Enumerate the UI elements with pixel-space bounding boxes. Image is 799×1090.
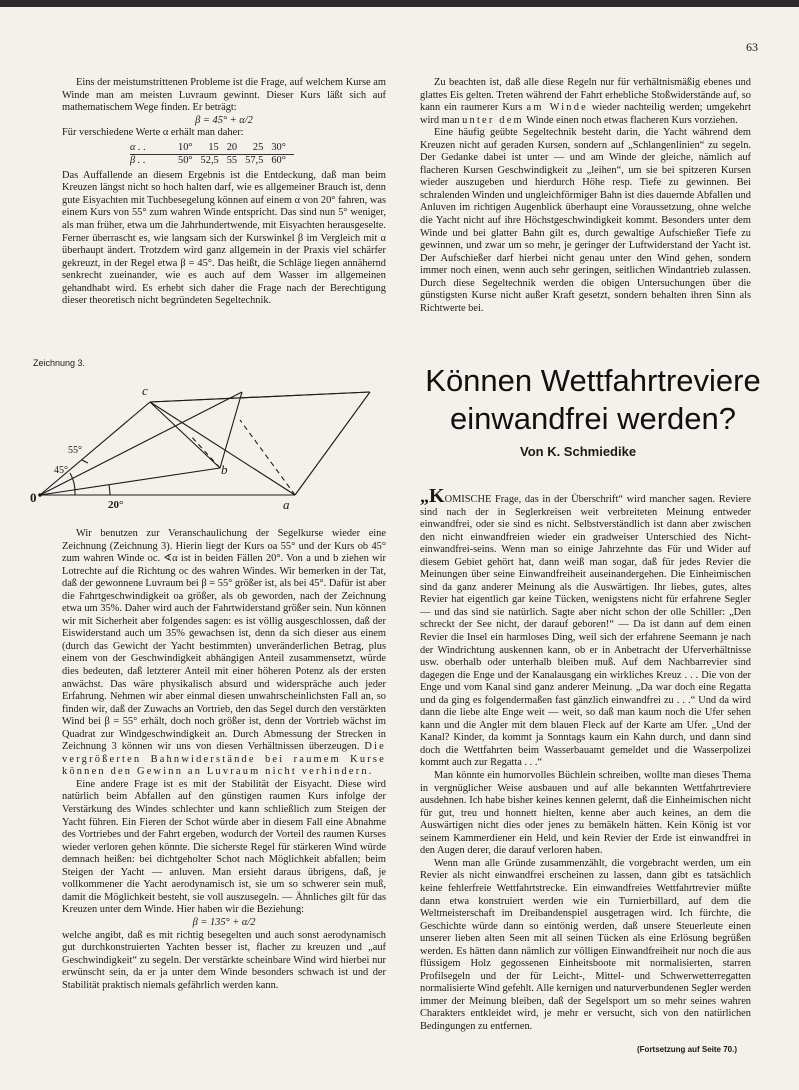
table-label: β . . (130, 155, 146, 167)
paragraph: Wenn man alle Gründe zusammenzählt, die vorgebracht werden, um ein Revier als nicht einwandfrei erscheinen zu lassen, dann gibt es tatsächlich keine fehlerfreie Wettfahrtstrecke. Ein einwandfreies Wettfahrtrevier müßte dann etwa konstruiert werden wie ein Turnierbillard, auf dem die Weltmeisterschaft im Dreibandenspiel ausgetragen wird. Ich fürchte, die Geschichte würde dann so eintönig werden, daß unsere Steuerleute einen unserer lieben alten Seen mit all seinen Tücken als eine Erlösung begrüßen werden. Es hätten dann nämlich zur völligen Einwandfreiheit nur noch die aus flüssigem Holz gegossenen Einheitsboote mit normalisierten, starren Profilsegeln und der für Leicht-, Mittel- und Schwerwetterregatten normalisierte Wind gefehlt. Alle kernigen und naturverbundenen Segler werden immer der Meinung bleiben, daß der Segelsport um so mehr seines wahren Charakters entkleidet wird, je mehr er versucht, sich von den natürlichen Bedingungen zu entfernen. (420, 857, 751, 1032)
emphasis-text: unter dem (462, 114, 524, 126)
diagram-svg (30, 345, 410, 520)
label-a: a (283, 497, 290, 512)
table-cell: 25 (245, 142, 271, 155)
line-c-right (150, 392, 370, 402)
table-cell: 30° (271, 142, 294, 155)
title-line: Können Wettfahrtreviere (425, 363, 761, 398)
paragraph: Eins der meistumstrittenen Probleme ist die Frage, auf welchem Kurse am Winde man am meisten Luvraum gewinnt. Dieser Kurs läßt sich auf mathematischem Wege finden. Er beträgt: (62, 77, 386, 114)
figure-caption: Zeichnung 3. (33, 358, 86, 368)
table-cell: 55 (226, 155, 238, 167)
opening-quote: „ (420, 486, 429, 506)
arc-55 (82, 460, 88, 463)
table-cell: 50° (178, 155, 193, 167)
paragraph: Man könnte ein humorvolles Büchlein schreiben, wollte man dieses Thema in vergnüglicher Weise ausbauen und auf alle bekannten Wettfahrtreviere ausdehnen. Ich habe bisher keines kennen gelernt, daß die Einheimischen nicht für gut, treu und honnett hielten, kenne aber auch keines, an dem die Auswärtigen nicht dies oder jenes zu bemäkeln hätten. Kein König ist vor seinem Kammerdiener ein Held, und kein Revier der Erde ist einwandfrei in den Augen derer, die darauf verloren haben. (420, 770, 751, 857)
title-line: einwandfrei werden? (449, 401, 737, 436)
paragraph: Das Auffallende an diesem Ergebnis ist die Entdeckung, daß man beim Kreuzen längst nicht so hoch halten darf, wie es allgemeiner Brauch ist, denn gute Eisyachten mit Tuchbesegelung können auf einem α von 20° fahren, was einem Kurs von 55° zum wahren Winde entspricht. Das sind nun 5° weniger, als man früher, etwa um die Jahrhundertwende, mit Eisyachten herausgeselte. Ferner überrascht es, wie langsam sich der Kurswinkel β im Vergleich mit α überhaupt ändert. Trotzdem wird ganz allgemein in der Praxis viel schärfer gekreuzt, in der Regel etwa β = 45°. Das heißt, die Schläge liegen annähernd senkrecht zueinander, wie es auch auf dem Wasser im allgemeinen gehandhabt wird. Es erhebt sich daher die Frage nach der Berechtigung dieser theoretisch nicht begründeten Segeltechnik. (62, 169, 386, 307)
alpha-beta-table (130, 142, 294, 168)
label-b: b (221, 462, 228, 477)
paragraph (420, 77, 751, 127)
label-angle-20: 20° (108, 499, 124, 511)
right-column-bottom (420, 485, 751, 1034)
table-cell: 10° (178, 142, 201, 155)
right-column-top (420, 77, 751, 315)
label-angle-45: 45° (54, 465, 68, 476)
formula-beta-135: β = 135° + α/2 (192, 916, 256, 928)
left-column-bottom (62, 528, 386, 992)
article-author: Von K. Schmiedike (520, 444, 637, 459)
paragraph: Eine häufig geübte Segeltechnik besteht darin, die Yacht während dem Kreuzen nicht auf geraden Kursen, sondern auf „Schlangenlinien“ zu segeln. Der Gedanke dabei ist unter — und am Winde der gleiche, nämlich auf flacheren Kursen Geschwindigkeit zu „leihen“, um sie bei spitzeren Kursen wieder auszugeben und hierdurch Höhe resp. Tiefe zu gewinnen. Bei schralenden Winden und ungleichförmiger Bahn ist dies dauernde Abfallen und Anluven im richtigen Augenblick überhaupt eine Voraussetzung, ohne welche die Yacht nicht auf ihre Höchstgeschwindigkeit kommt. Besonders unter dem Winde und bei glatter Bahn gilt es, durch gewaltige Aufschießer Tiefe zu gewinnen, und zwar um so mehr, je geringer der Luftwiderstand der Yacht ist. Der Aufschießer darf hierbei nicht genau unter den Wind gehen, sondern immer noch einen, wenn auch sehr geringen, seitlichen Windantrieb zulassen. Durch diese Segeltechnik werden die obigen Untersuchungen über die günstigsten Kurse nicht außer Kraft gesetzt, sondern behalten ihren Sinn als Richtwerte bei. (420, 127, 751, 314)
paragraph (62, 528, 386, 779)
emphasis-text: am Winde (526, 102, 588, 114)
table-cell: 15 (201, 142, 227, 155)
line-c-b (150, 402, 220, 468)
emphasis-text: Die vergrößerten Bahnwiderstände bei raumem Kurse können den Gewinn an Luvraum nicht verhindern. (62, 741, 386, 778)
table-label: α . . (130, 142, 178, 155)
initial-letter: K (429, 485, 445, 507)
article-title (418, 362, 768, 438)
arc-45 (70, 473, 75, 495)
table-cell: 20 (227, 142, 245, 155)
paragraph-text: OMISCHE Frage, das in der Überschrift“ wird mancher sagen. Reviere sind nach der in Seglerkreisen weit verbreiteten Meinung entweder einwandfrei, oder sie sind es nicht. Selbstverständlich ist dann aber zwischen den nicht einwandfreien wieder ein gradweiser Unterschied des Nicht-einwandfrei-seins. Wenn man so einige Jahrzehnte das Für und Wider auf diesem Gebiet gehört hat, dann weiß man sogar, daß für jedes Revier die Meinungen über seine Einwandfreiheit auseinandergehen. Die Einheimischen sind da ganz anderer Meinung als die Auswärtigen. Ihr liebes, gutes, altes Revier hat eigentlich gar keine Tücken, wenigstens nicht für erfahrene Segler — und das sind sie natürlich. Sagte aber nicht schon der olle Schiller: „Den schreckt der See nicht, der darauf geboren!“ — Da ist dann auf dem einen Revier die Insel ein harmloses Ding, weil sich der erfahrene Seemann je nach der Windrichtung auskennen kann, ob er in Anbetracht der Uferverhältnisse usw. oberhalb oder unterhalb bleiben muß. Auf dem Nachbarrevier sind dagegen die Enge und der Kanalausgang ein wirkliches Kreuz . . . Die von der Enge und vom Kanal sind ganz anderer Meinung. „Da war doch eine Regatta und da ging es folgendermaßen fast gänzlich einwandfrei zu . . .“ Und da wird dann die liebe alte Enge weit — weit, so daß man kaum noch die Ufer sehen kann und die Angler mit dem blauen Fleck auf der Karte am Ufer. „Und der Kanal? Kinder, da kommt ja Sonntags kaum ein Kahn durch, und dann sind doch die Wettfahrten beim Wasserbauamt gemeldet und die Wasserpolizei kommt auch zur Regatta . . .“ (420, 494, 751, 769)
paragraph-text: Winde einen noch etwas flacheren Kurs vorziehen. (526, 114, 738, 126)
paragraph-text: Wir benutzen zur Veranschaulichung der Segelkurse wieder eine Zeichnung (Zeichnung 3). Hierin liegt der Kurs oa 55° und der Kurs ob 45° zum wahren Winde oc. ∢α ist in beiden Fällen 20°. Von a und b ziehen wir Lotrechte auf die Richtung oc des wahren Windes. Wir bemerken in der Tat, daß der gewonnene Luvraum bei β = 55° größer ist, als bei 45°. Dafür ist aber die Fahrtgeschwindigkeit oa größer, als ob geworden, nach der Zeichnung etwa um 35%. Daher wird auch der Fahrtwiderstand größer sein. Nun können wir mit Sicherheit aber folgendes sagen: es ist völlig ausgeschlossen, daß der Eiswiderstand auch um 35% gewachsen ist, denn da sich dieser aus einem (durch das Gewicht der Yacht bestimmten) unveränderlichen Betrag, plus einem von der Geschwindigkeit abhängigen Anteil zusammensetzt, würde dies bedeuten, daß letzterer Anteil mit einer höheren Potenz als der ersten anwächst. Das wäre physikalisch absurd und widerspräche auch jeder Erfahrung. Nehmen wir aber einmal diesen unwahrscheinlichsten Fall an, so finden wir, daß der Zuwachs an Vortrieb, den das Segel durch den verstärkten Wind bei β = 55° erhält, doch noch größer ist, denn der Vortrieb wächst im Quadrat zur Windgeschwindigkeit an. Durch Abmessung der Strecken in Zeichnung 3 können wir uns von diesen Verhältnissen überzeugen. (62, 528, 386, 753)
sailing-course-diagram (30, 345, 410, 520)
perp-a (240, 420, 295, 495)
table-row-beta (130, 155, 294, 168)
paragraph: Eine andere Frage ist es mit der Stabilität der Eisyacht. Diese wird natürlich beim Abfallen auf den günstigen raumen Kurs infolge der Verstärkung des Windes schlechter und kann schließlich zum Steigen der Yacht führen. Ein Fieren der Schot würde aber in diesem Fall eine Abnahme des Vortriebes und der Fahrt ergeben, wodurch der Vorteil des raumen Kurses wieder verloren gehen könnte. Die sicherste Regel für stärkeren Wind würde demnach heißen: bei dichtgeholter Schot nach Möglichkeit abfallen; beim Steigen der Yacht — anluven. Man ersieht daraus übrigens, daß, je vollkommener die Yacht aerodynamisch ist, sie um so schwerer sein muß, damit die Möglichkeit besteht, sie voll auszusegeln. — Ähnliches gilt für das Kreuzen unter dem Winde. Hier haben wir die Beziehung: (62, 778, 386, 916)
table-cell: 60° (271, 155, 286, 167)
table-cell: 52,5 (200, 155, 219, 167)
label-o: 0 (30, 490, 37, 505)
arc-20 (109, 485, 110, 495)
table-row-alpha (130, 142, 294, 155)
label-c: c (142, 383, 148, 398)
paragraph: Für verschiedene Werte α erhält man daher: (62, 127, 244, 139)
scan-edge-bar (0, 0, 799, 7)
line-c-a (150, 402, 295, 495)
paragraph-text: Zu beachten ist, daß alle diese Regeln nur für verhältnismäßig ebenes und glattes Eis gelten. Treten während der Fahrt erhebliche Stoßwiderstände auf, so kann ein raumerer Kurs (420, 77, 751, 114)
paragraph (420, 485, 751, 770)
label-angle-55: 55° (68, 445, 82, 456)
paragraph-text: wieder nachteilig werden; umgekehrt wird man (420, 102, 751, 126)
table-cell: 57,5 (245, 155, 264, 167)
left-column-top (62, 77, 386, 308)
continued-note: (Fortsetzung auf Seite 70.) (637, 1045, 738, 1054)
formula-beta-45: β = 45° + α/2 (195, 114, 253, 126)
paragraph: welche angibt, daß es mit richtig besegelten und auch sonst aerodynamisch gut durchkonstruierten Yachten besser ist, flacher zu kreuzen und „auf Geschwindigkeit“ zu segeln. Der verstärkte scheinbare Wind wird hierbei nur erwünscht sein, da er ja unter dem Winde besonders schwach ist und der Stabilität praktisch niemals gefährlich werden kann. (62, 929, 386, 991)
line-right-a (295, 392, 370, 495)
line-upper-b (220, 392, 242, 468)
page-number: 63 (746, 40, 758, 54)
